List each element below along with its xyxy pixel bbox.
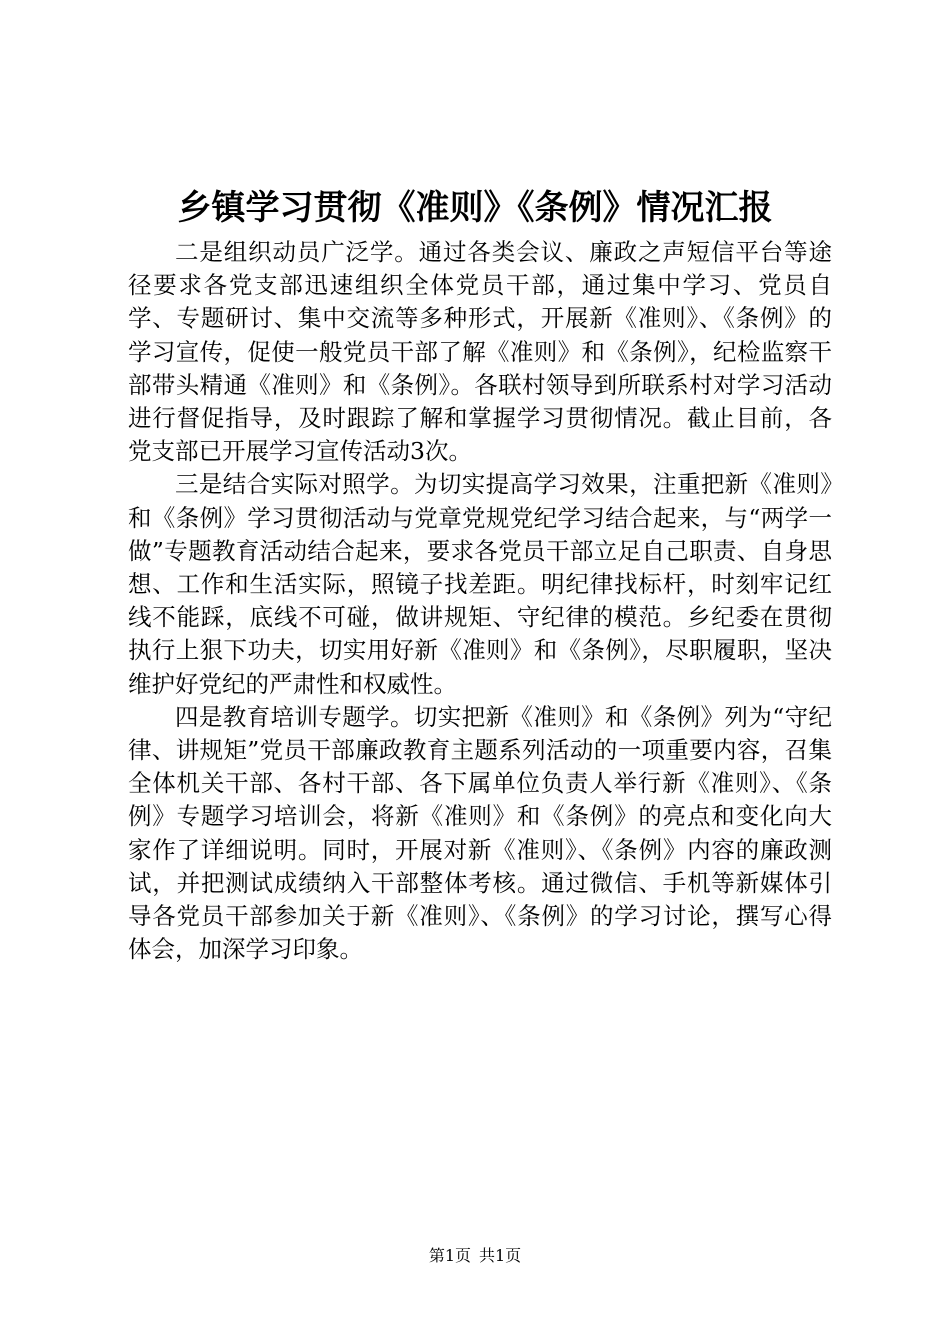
page-number-current: 第1页: [428, 1246, 471, 1265]
page-footer: [0, 1244, 950, 1268]
paragraph-organize-mobilize: 二是组织动员广泛学。通过各类会议、廉政之声短信平台等途径要求各党支部迅速组织全体党员干部，通过集中学习、党员自学、专题研讨、集中交流等多种形式，开展新《准则》、《条例》的学习宣传，促使一般党员干部了解《准则》和《条例》，纪检监察干部带头精通《准则》和《条例》。各联村领导到所联系村对学习活动进行督促指导，及时跟踪了解和掌握学习贯彻情况。截止目前，各党支部已开展学习宣传活动3次。: [128, 238, 832, 466]
paragraph-education-training: 四是教育培训专题学。切实把新《准则》和《条例》列为“守纪律、讲规矩”党员干部廉政教育主题系列活动的一项重要内容，召集全体机关干部、各村干部、各下属单位负责人举行新《准则》、《条例》专题学习培训会，将新《准则》和《条例》的亮点和变化向大家作了详细说明。同时，开展对新《准则》、《条例》内容的廉政测试，并把测试成绩纳入干部整体考核。通过微信、手机等新媒体引导各党员干部参加关于新《准则》、《条例》的学习讨论，撰写心得体会，加深学习印象。: [128, 702, 832, 964]
page-number-total: 共1页: [479, 1246, 522, 1265]
document-title: 乡镇学习贯彻《准则》《条例》情况汇报: [177, 188, 773, 228]
paragraph-combine-practice: 三是结合实际对照学。为切实提高学习效果，注重把新《准则》和《条例》学习贯彻活动与党章党规党纪学习结合起来，与“两学一做”专题教育活动结合起来，要求各党员干部立足自己职责、自身思想、工作和生活实际，照镜子找差距。明纪律找标杆，时刻牢记红线不能踩，底线不可碰，做讲规矩、守纪律的模范。乡纪委在贯彻执行上狠下功夫，切实用好新《准则》和《条例》，尽职履职，坚决维护好党纪的严肃性和权威性。: [128, 470, 832, 698]
document-body: [128, 236, 832, 966]
